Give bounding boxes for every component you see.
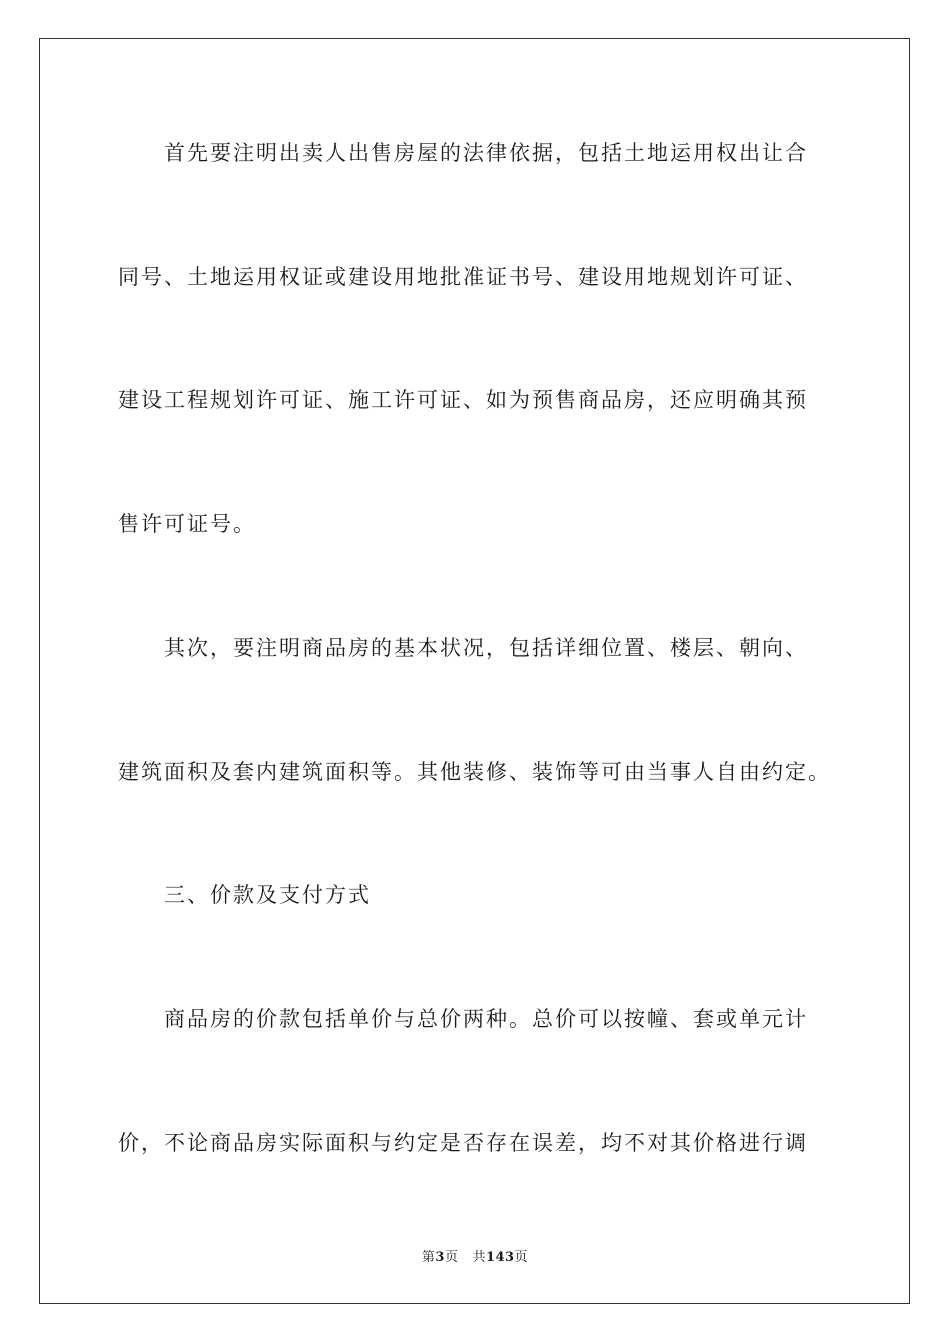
- paragraph-line-1: 首先要注明出卖人出售房屋的法律依据，包括土地运用权出让合: [164, 141, 808, 165]
- footer-page-number: 3: [435, 1250, 445, 1265]
- paragraph-line-8: 价，不论商品房实际面积与约定是否存在误差，均不对其价格进行调: [118, 1131, 808, 1155]
- paragraph-line-2: 同号、土地运用权证或建设用地批准证书号、建设用地规划许可证、: [118, 265, 808, 289]
- footer-total-pages: 143: [485, 1250, 515, 1265]
- page-footer: [0, 1246, 950, 1265]
- paragraph-line-7: 商品房的价款包括单价与总价两种。总价可以按幢、套或单元计: [164, 1007, 808, 1031]
- footer-page-prefix: 第: [421, 1250, 436, 1265]
- paragraph-line-3: 建设工程规划许可证、施工许可证、如为预售商品房，还应明确其预: [118, 388, 808, 412]
- section-heading: 三、价款及支付方式: [164, 883, 371, 907]
- footer-page-suffix: 页: [444, 1250, 459, 1265]
- page-border: [39, 38, 910, 1304]
- footer-total-suffix: 页: [514, 1250, 529, 1265]
- paragraph-line-6: 建筑面积及套内建筑面积等。其他装修、装饰等可由当事人自由约定。: [118, 760, 831, 784]
- paragraph-line-4: 售许可证号。: [118, 512, 256, 536]
- footer-total-prefix: 共: [472, 1250, 486, 1265]
- paragraph-line-5: 其次，要注明商品房的基本状况，包括详细位置、楼层、朝向、: [164, 636, 808, 660]
